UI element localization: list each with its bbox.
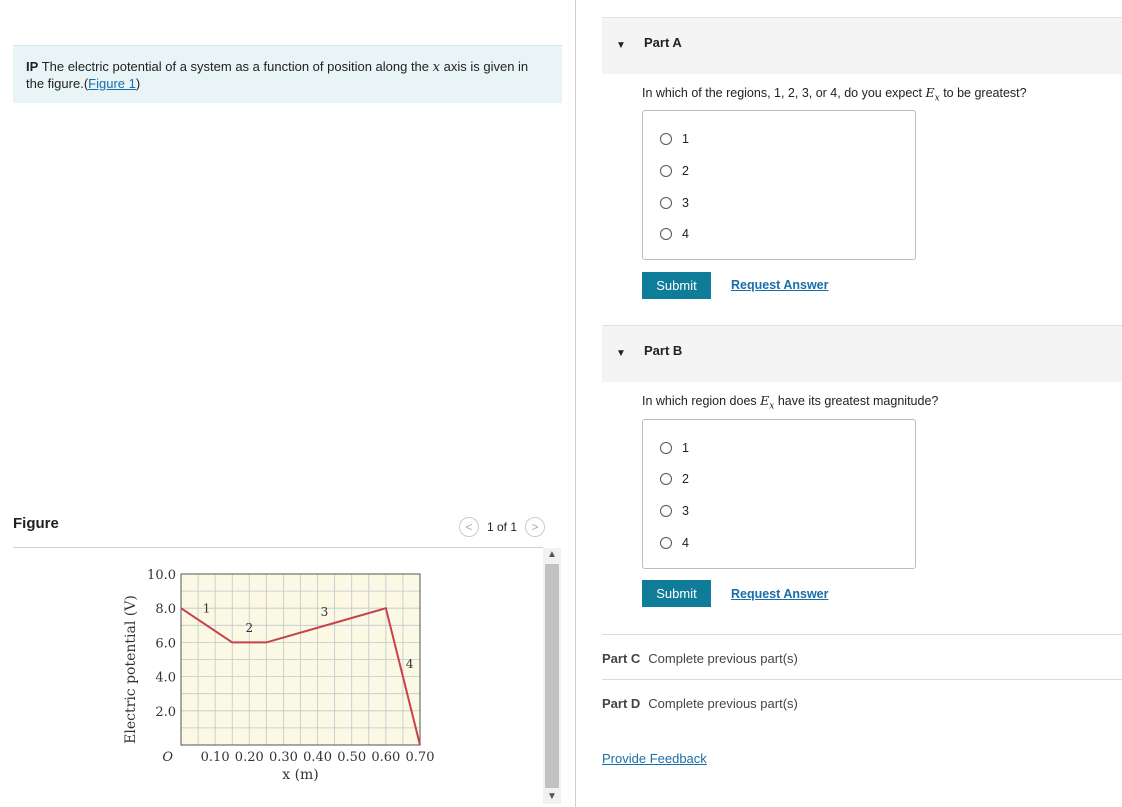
part-c-status: Complete previous part(s) bbox=[648, 651, 798, 666]
option-label: 2 bbox=[682, 164, 689, 178]
part-b-request-answer[interactable]: Request Answer bbox=[731, 587, 829, 601]
y-tick-label: 6.0 bbox=[155, 636, 176, 652]
part-b-header[interactable] bbox=[602, 325, 1122, 382]
part-a-header[interactable] bbox=[602, 17, 1122, 74]
part-d-label: Part D bbox=[602, 696, 641, 711]
part-b-question-before: In which region does bbox=[642, 394, 757, 408]
x-tick-label: 0.60 bbox=[371, 750, 401, 765]
radio-icon[interactable] bbox=[660, 228, 672, 240]
part-a-question-after: to be greatest? bbox=[943, 86, 1027, 100]
option-label: 1 bbox=[682, 132, 689, 146]
part-a-option[interactable] bbox=[660, 164, 689, 178]
x-tick-label: 0.10 bbox=[200, 750, 230, 765]
option-label: 2 bbox=[682, 472, 689, 486]
part-a-option[interactable] bbox=[660, 196, 689, 210]
origin-label: O bbox=[162, 750, 173, 765]
region-label: 1 bbox=[202, 601, 211, 616]
radio-icon[interactable] bbox=[660, 197, 672, 209]
option-label: 4 bbox=[682, 227, 689, 241]
part-a-option[interactable] bbox=[660, 227, 689, 241]
part-b-option[interactable] bbox=[660, 472, 689, 486]
chevron-left-icon: < bbox=[465, 520, 473, 534]
part-d-status: Complete previous part(s) bbox=[648, 696, 798, 711]
part-a-variable: $E_x$ bbox=[925, 85, 940, 104]
prev-figure-button[interactable] bbox=[459, 517, 479, 537]
answer-panel bbox=[576, 0, 1122, 807]
figure-pager bbox=[459, 516, 545, 538]
divider bbox=[602, 634, 1122, 635]
chevron-right-icon: > bbox=[531, 520, 539, 534]
region-label: 4 bbox=[405, 657, 414, 672]
part-b-question bbox=[642, 393, 938, 412]
scroll-down-icon[interactable]: ▼ bbox=[547, 791, 557, 802]
part-c-row bbox=[602, 651, 798, 666]
scroll-thumb[interactable] bbox=[545, 564, 559, 788]
prompt-variable: x bbox=[432, 60, 440, 75]
figure-title: Figure bbox=[13, 515, 59, 532]
part-b-submit-button[interactable]: Submit bbox=[642, 580, 711, 607]
option-label: 3 bbox=[682, 196, 689, 210]
collapse-triangle-icon[interactable]: ▼ bbox=[616, 40, 626, 51]
prompt-text-before: The electric potential of a system as a function of position along the bbox=[41, 59, 430, 74]
part-a-submit-button[interactable]: Submit bbox=[642, 272, 711, 299]
part-d-row bbox=[602, 696, 798, 711]
radio-icon[interactable] bbox=[660, 133, 672, 145]
x-tick-label: 0.20 bbox=[234, 750, 264, 765]
prompt-text-after: axis is given in the figure. bbox=[26, 59, 529, 91]
part-a-question-before: In which of the regions, 1, 2, 3, or 4, do you expect bbox=[642, 86, 923, 100]
ex-symbol bbox=[925, 85, 940, 104]
figure-container bbox=[118, 560, 448, 795]
part-b-label: Part B bbox=[644, 343, 683, 358]
figure-divider bbox=[13, 547, 543, 548]
y-tick-label: 8.0 bbox=[155, 602, 176, 618]
x-tick-label: 0.70 bbox=[405, 750, 435, 765]
figure-link-open: ( bbox=[83, 76, 89, 91]
option-label: 1 bbox=[682, 441, 689, 455]
part-a-request-answer[interactable]: Request Answer bbox=[731, 278, 829, 292]
potential-chart bbox=[118, 560, 448, 790]
figure-link[interactable]: Figure 1 bbox=[88, 76, 136, 91]
figure-scrollbar[interactable] bbox=[543, 548, 561, 804]
part-b-variable: $E_x$ bbox=[760, 393, 775, 412]
divider bbox=[602, 679, 1122, 680]
x-tick-label: 0.30 bbox=[268, 750, 298, 765]
radio-icon[interactable] bbox=[660, 473, 672, 485]
y-tick-label: 2.0 bbox=[155, 704, 176, 720]
radio-icon[interactable] bbox=[660, 165, 672, 177]
x-tick-label: 0.40 bbox=[303, 750, 333, 765]
figure-page-count: 1 of 1 bbox=[487, 520, 518, 534]
part-b-question-after: have its greatest magnitude? bbox=[777, 394, 939, 408]
option-label: 4 bbox=[682, 536, 689, 550]
scroll-up-icon[interactable]: ▲ bbox=[547, 549, 557, 560]
part-b-choices bbox=[642, 419, 916, 569]
radio-icon[interactable] bbox=[660, 442, 672, 454]
collapse-triangle-icon[interactable]: ▼ bbox=[616, 348, 626, 359]
part-c-label: Part C bbox=[602, 651, 641, 666]
y-tick-label: 4.0 bbox=[155, 670, 176, 686]
part-a-choices bbox=[642, 110, 916, 260]
next-figure-button[interactable] bbox=[525, 517, 545, 537]
part-b-option[interactable] bbox=[660, 441, 689, 455]
region-label: 2 bbox=[245, 621, 254, 636]
option-label: 3 bbox=[682, 504, 689, 518]
ex-symbol bbox=[760, 393, 775, 412]
problem-statement bbox=[13, 45, 562, 103]
part-a-label: Part A bbox=[644, 35, 682, 50]
part-b-option[interactable] bbox=[660, 504, 689, 518]
x-tick-label: 0.50 bbox=[337, 750, 367, 765]
part-a-question bbox=[642, 85, 1027, 104]
figure-link-close: ) bbox=[135, 76, 141, 91]
x-axis-label: x (m) bbox=[282, 767, 319, 783]
region-label: 3 bbox=[320, 604, 329, 619]
y-axis-label: Electric potential (V) bbox=[123, 595, 139, 744]
part-a-option[interactable] bbox=[660, 132, 689, 146]
part-b-option[interactable] bbox=[660, 536, 689, 550]
ip-tag: IP bbox=[26, 59, 39, 74]
y-tick-label: 10.0 bbox=[147, 568, 176, 583]
radio-icon[interactable] bbox=[660, 537, 672, 549]
provide-feedback-link[interactable]: Provide Feedback bbox=[602, 751, 707, 766]
radio-icon[interactable] bbox=[660, 505, 672, 517]
